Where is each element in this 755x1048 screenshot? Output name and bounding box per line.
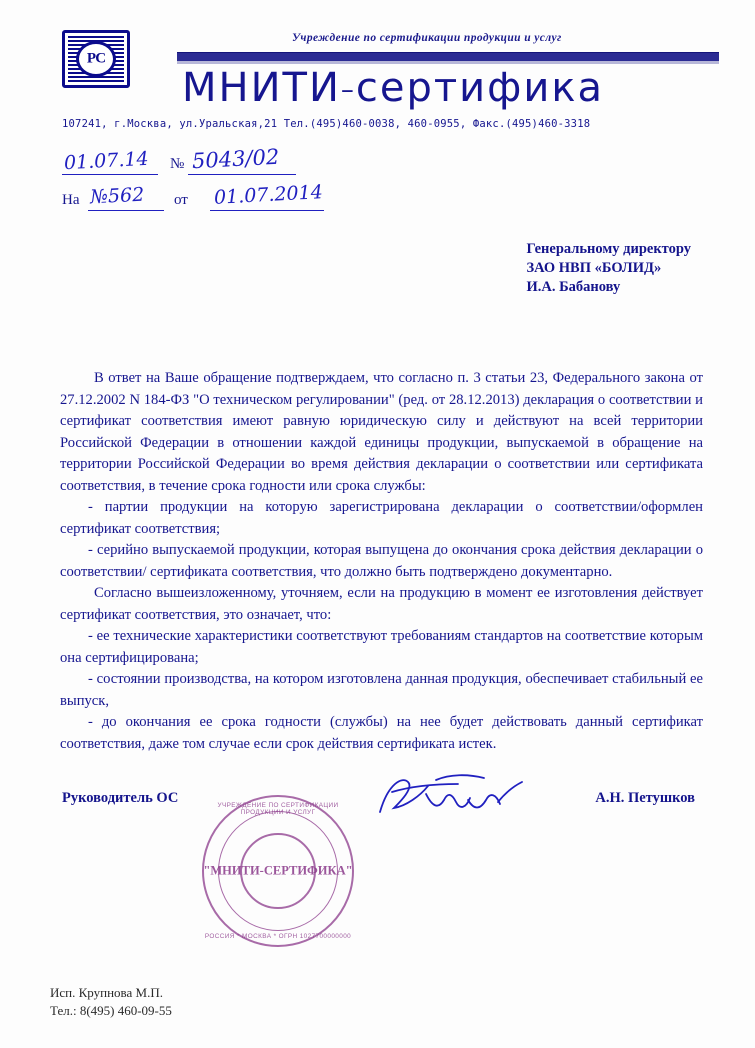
reference-number-value: 5043/02 [191, 144, 280, 174]
footer-executor: Исп. Крупнова М.П. [50, 985, 163, 1000]
reference-from-label: от [174, 192, 188, 208]
letterhead-title-main: МНИТИ [182, 65, 341, 111]
body-paragraph-5: - ее технические характеристики соответствуют требованиям стандартов на соответствие которым она сертифицирована; [60, 628, 703, 666]
letter-body [60, 368, 703, 755]
reference-number-label: № [170, 156, 185, 172]
reference-from-value: 01.07.2014 [213, 181, 324, 209]
body-paragraph-3: - серийно выпускаемой продукции, которая выпущена до окончания срока действия декларации о соответствии/ сертификата соответствия, что должно быть подтверждено документарно. [60, 542, 703, 580]
stamp-arc-top-text: УЧРЕЖДЕНИЕ ПО СЕРТИФИКАЦИИ ПРОДУКЦИИ И УСЛУГ [217, 802, 339, 816]
rs-logo [62, 30, 130, 88]
letterhead [62, 22, 719, 130]
reference-on-value: №562 [89, 183, 145, 209]
stamp-arc-bottom-text: РОССИЯ * МОСКВА * ОГРН 1027700000000 [204, 933, 352, 940]
signature-row [62, 790, 695, 820]
footer-block [50, 984, 172, 1020]
addressee-line-1: Генеральному директору [526, 241, 691, 257]
addressee-line-2: ЗАО НВП «БОЛИД» [526, 260, 662, 276]
reference-date-value: 01.07.14 [63, 147, 150, 175]
stamp-center-text: "МНИТИ-СЕРТИФИКА" [203, 863, 353, 878]
reference-on-label: На [62, 192, 80, 208]
letterhead-tagline: Учреждение по сертификации продукции и услуг [292, 32, 562, 44]
handwritten-signature-icon [372, 772, 532, 824]
reference-on-underline [88, 210, 164, 211]
addressee-block [526, 240, 691, 297]
body-paragraph-1: В ответ на Ваше обращение подтверждаем, что согласно п. 3 статьи 23, Федерального закона от 27.12.2002 N 184-ФЗ "О техническом регулировании" (ред. от 28.12.2013) декларация о соответствии и сертификат соответствия имеют равную юридическую силу и действуют на всей территории Российской Федерации в отношении каждой единицы продукции, выпускаемой в обращение на территории Российской Федерации во время действия декларации о соответствии или сертификата соответствия, в течение срока годности или срока службы: [60, 370, 703, 494]
body-paragraph-6: - состоянии производства, на котором изготовлена данная продукция, обеспечивает стабильный ее выпуск, [60, 671, 703, 709]
letterhead-rule-accent [177, 61, 719, 64]
stamp-core-ring [240, 833, 316, 909]
reference-from-underline [210, 210, 324, 211]
logo-text: РС [86, 50, 106, 67]
body-paragraph-2: - партии продукции на которую зарегистрирована декларации о соответствии/оформлен сертификат соответствия; [60, 499, 703, 537]
stamp-inner-ring [218, 811, 338, 931]
reference-number-underline [188, 174, 296, 175]
reference-date-underline [62, 174, 158, 175]
addressee-line-3: И.А. Бабанову [526, 279, 621, 295]
letterhead-title-dash: – [340, 75, 356, 105]
signatory-role: Руководитель ОС [62, 790, 179, 806]
reference-row-incoming [62, 181, 482, 220]
reference-block [62, 144, 482, 228]
footer-phone: Тел.: 8(495) 460-09-55 [50, 1003, 172, 1018]
reference-row-outgoing [62, 144, 482, 184]
body-paragraph-4: Согласно вышеизложенному, уточняем, если на продукцию в момент ее изготовления действует сертификат соответствия, это означает, что: [60, 585, 703, 623]
letterhead-title-second: сертифика [355, 65, 605, 111]
signatory-name: А.Н. Петушков [595, 790, 695, 806]
letterhead-address: 107241, г.Москва, ул.Уральская,21 Тел.(495)460-0038, 460-0955, Факс.(495)460-3318 [62, 118, 591, 130]
letterhead-title [182, 66, 604, 112]
body-paragraph-7: - до окончания ее срока годности (службы) на нее будет действовать данный сертификат соответствия, даже том случае если срок действия сертификата истек. [60, 714, 703, 752]
